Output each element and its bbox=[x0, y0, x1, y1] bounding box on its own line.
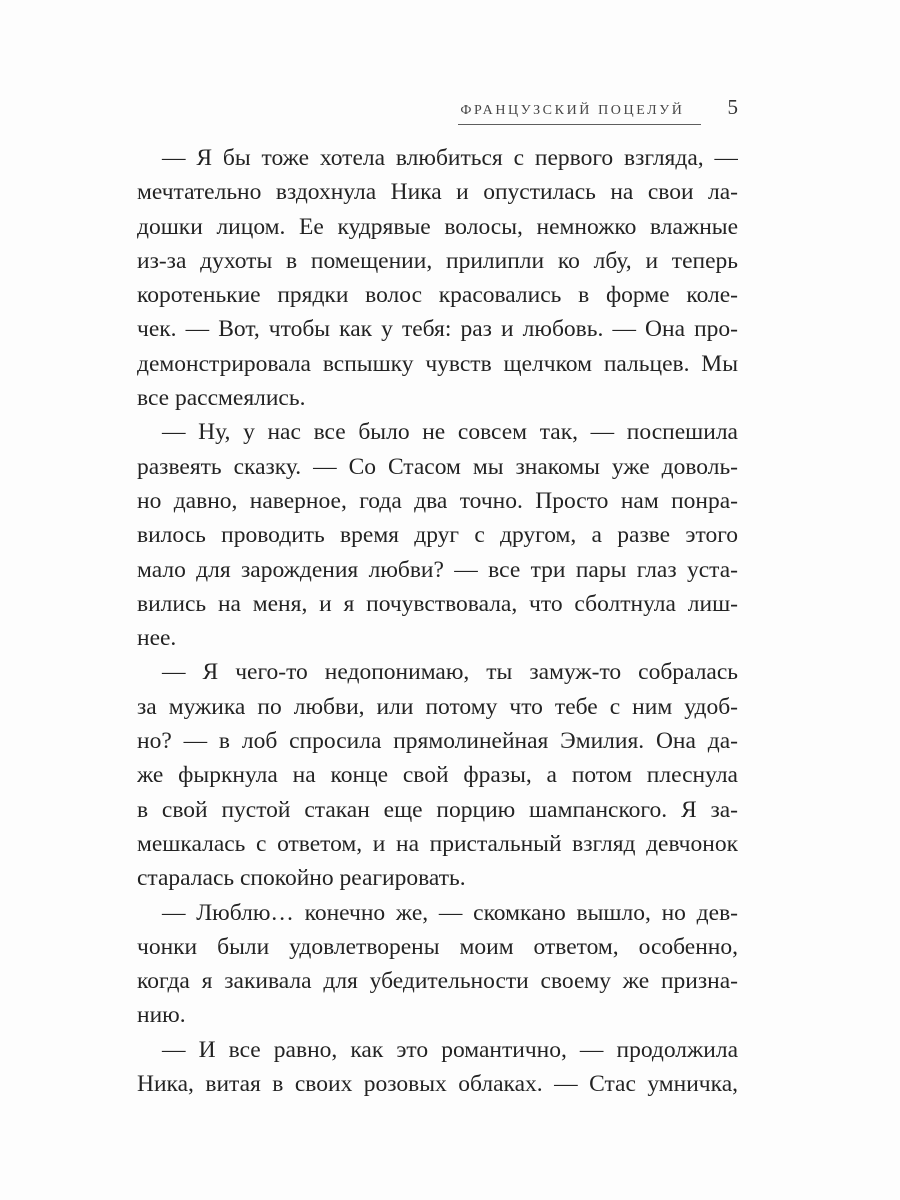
text-line: — Я чего-то недопонимаю, ты замуж-то собралась bbox=[162, 659, 738, 686]
text-line: дошки лицом. Ее кудрявые волосы, немножко влажные bbox=[137, 213, 738, 240]
text-line: но? — в лоб спросила прямолинейная Эмилия. Она да- bbox=[137, 728, 738, 755]
text-line: за мужика по любви, или потому что тебе с ним удоб- bbox=[137, 693, 738, 720]
running-header bbox=[137, 95, 738, 125]
page-number: 5 bbox=[727, 95, 738, 119]
text-line: все рассмеялись. bbox=[137, 385, 306, 412]
text-line: коротенькие прядки волос красовались в форме коле- bbox=[137, 282, 738, 309]
text-line: чонки были удовлетворены моим ответом, особенно, bbox=[137, 933, 738, 960]
text-line: из-за духоты в помещении, прилипли ко лбу, и теперь bbox=[137, 247, 738, 274]
text-line: — Люблю… конечно же, — скомкано вышло, но дев- bbox=[162, 899, 738, 926]
body-text bbox=[137, 141, 738, 1101]
text-line: чек. — Вот, чтобы как у тебя: раз и любовь. — Она про- bbox=[137, 316, 738, 343]
text-line: мечтательно вздохнула Ника и опустилась на свои ла- bbox=[137, 179, 738, 206]
text-line: нее. bbox=[137, 625, 177, 652]
text-line: когда я закивала для убедительности своему же призна- bbox=[137, 968, 738, 995]
text-line: нию. bbox=[137, 1002, 186, 1029]
running-title: ФРАНЦУЗСКИЙ ПОЦЕЛУЙ bbox=[458, 103, 700, 125]
text-line: демонстрировала вспышку чувств щелчком пальцев. Мы bbox=[137, 350, 738, 377]
text-line: — Ну, у нас все было не совсем так, — поспешила bbox=[162, 419, 738, 446]
text-line: — Я бы тоже хотела влюбиться с первого взгляда, — bbox=[162, 145, 738, 171]
text-line: — И все равно, как это романтично, — продолжила bbox=[162, 1036, 738, 1063]
text-line: мешкалась с ответом, и на пристальный взгляд девчонок bbox=[137, 830, 738, 857]
text-line: Ника, витая в своих розовых облаках. — Стас умничка, bbox=[137, 1071, 738, 1098]
text-line: но давно, наверное, года два точно. Просто нам понра- bbox=[137, 487, 738, 514]
text-line: в свой пустой стакан еще порцию шампанского. Я за- bbox=[137, 796, 738, 823]
text-line: же фыркнула на конце свой фразы, а потом плеснула bbox=[137, 762, 738, 789]
text-line: старалась спокойно реагировать. bbox=[137, 865, 466, 892]
text-line: вились на меня, и я почувствовала, что сболтнула лиш- bbox=[137, 590, 738, 617]
text-line: вилось проводить время друг с другом, а разве этого bbox=[137, 522, 738, 549]
text-line: развеять сказку. — Со Стасом мы знакомы уже доволь- bbox=[137, 453, 738, 480]
text-line: мало для зарождения любви? — все три пары глаз уста- bbox=[137, 556, 738, 583]
